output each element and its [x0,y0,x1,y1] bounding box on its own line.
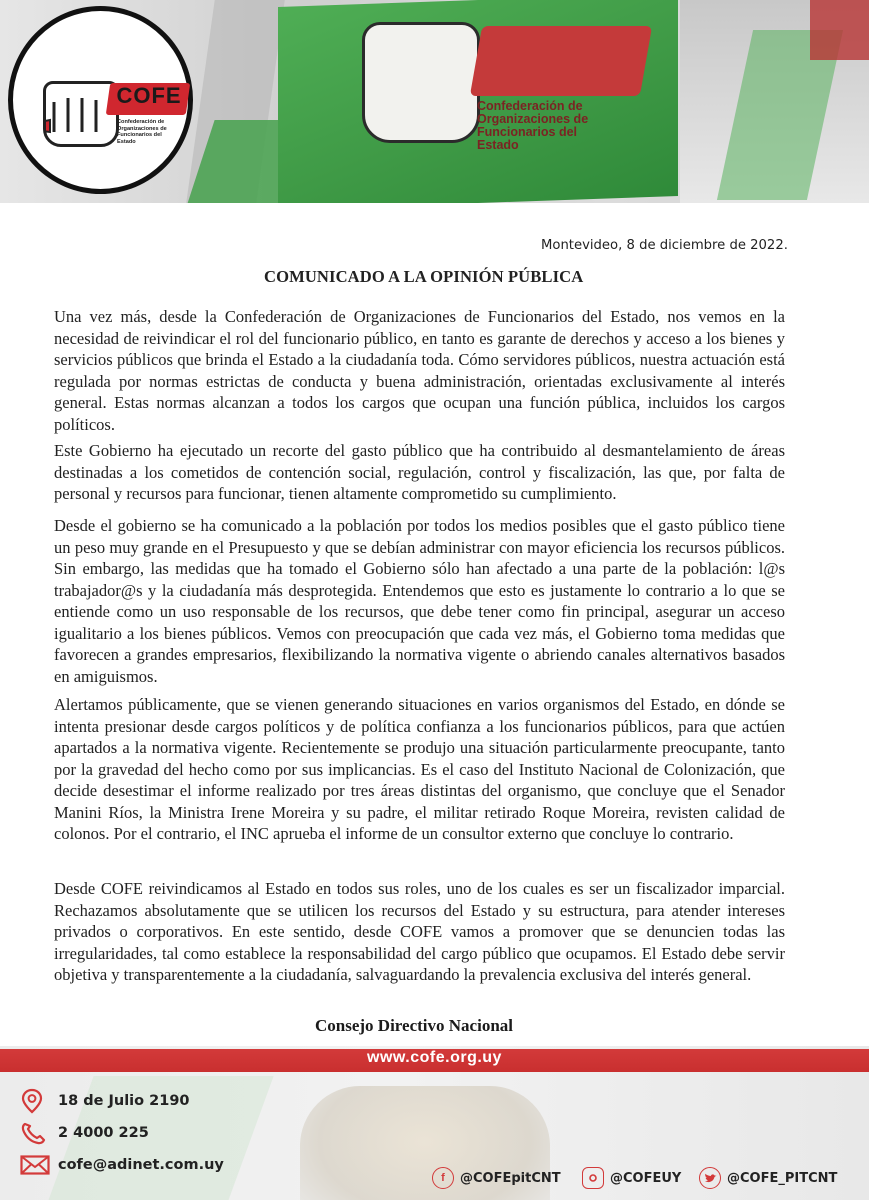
document-title: COMUNICADO A LA OPINIÓN PÚBLICA [264,267,584,286]
instagram-icon [582,1167,604,1189]
flag-text: Confederación de Organizaciones de Funcionarios del Estado [477,99,589,152]
location-pin-icon [20,1089,52,1113]
signature: Consejo Directivo Nacional [315,1016,513,1035]
envelope-icon [20,1153,52,1177]
facebook-icon: f [432,1167,454,1189]
address-text: 18 de Julio 2190 [58,1093,190,1109]
paragraph: Este Gobierno ha ejecutado un recorte del gasto público que ha contribuido al desmantelamiento de áreas destinadas a los cometidos de contención social, regulación, control y fiscalización, las que, por falta de personal y recursos para funcionar, tienen altamente comprometido su cumplimiento. [54,441,785,503]
background-flag [810,0,869,60]
twitter-link[interactable] [699,1167,837,1189]
twitter-handle: @COFE_PITCNT [727,1170,838,1186]
website-link[interactable]: www.cofe.org.uy [367,1049,502,1066]
pencil-fist-icon [46,84,116,144]
phone-row [20,1121,149,1145]
logo-subtitle: Confederación de Organizaciones de Funcionarios del Estado [117,119,167,145]
paragraph: Desde el gobierno se ha comunicado a la población por todos los medios posibles que el gasto público tiene un peso muy grande en el Presupuesto y que se debían administrar con mayor eficiencia los recursos públicos. Sin embargo, las medidas que ha tomado el Gobierno sólo han afectado a una parte de la población: l@s trabajador@s y la ciudadanía más desprotegida. Entendemos que esto es justamente lo contrario a lo que se entiende como un uso responsable de los recursos, que debe tener como fin principal, asegurar un acceso igualitario a los bienes públicos. Vemos con preocupación que cada vez más, el Gobierno toma medidas que favorecen a grandes empresarios, flexibilizando la normativa vigente o abriendo canales alternativos basados en amiguismos. [54,516,785,686]
facebook-link[interactable] [432,1167,561,1189]
paragraph: Una vez más, desde la Confederación de Organizaciones de Funcionarios del Estado, nos vemos en la necesidad de reivindicar el rol del funcionario público, en tanto es garante de derechos y acceso a los bienes y servicios públicos que brinda el Estado a la ciudadanía toda. Cómo servidores públicos, nuestra actuación está regulada por normas estrictas de conducta y buena administración, orientadas exclusivamente al interés general. Estas normas alcanzan a todos los cargos que ocupan una función pública, incluidos los cargos políticos. [54,307,785,434]
phone-icon [20,1121,52,1145]
cofe-logo [8,6,193,194]
twitter-icon [699,1167,721,1189]
email-link[interactable]: cofe@adinet.com.uy [58,1157,224,1173]
instagram-link[interactable] [582,1167,681,1189]
instagram-handle: @COFEUY [610,1170,682,1186]
paragraph: Alertamos públicamente, que se vienen generando situaciones en varios organismos del Estado, en dónde se intenta presionar desde cargos políticos y de política confianza a los funcionarios públicos, para que actúen apartados a la normativa vigente. Recientemente se produjo una situación particularmente preocupante, tanto por la gravedad del hecho como por sus implicancias. Es el caso del Instituto Nacional de Colonización, que decide desestimar el informe realizado por tres áreas distintas del organismo, que concluye que el Senador Manini Ríos, la Ministra Irene Moreira y su padre, el militar retirado Roque Moreira, revisten calidad de colonos. Por el contrario, el INC aprueba el informe de un consultor externo que concluye lo contrario. [54,695,785,843]
flag-logo [470,26,652,96]
facebook-handle: @COFEpitCNT [460,1170,561,1186]
logo-text: COFE [116,83,182,108]
paragraph: Desde COFE reivindicamos al Estado en todos sus roles, uno de los cuales es ser un fiscalizador imparcial. Rechazamos absolutamente que se utilicen los recursos del Estado y su estructura, para atender intereses privados o corporativos. En este sentido, desde COFE vamos a promover que se denuncien todas las irregularidades, tal como establece la responsabilidad del cargo público que ocupamos. El Estado debe servir objetiva y transparentemente a la ciudadanía, salvaguardando la prevalencia exclusiva del interés general. [54,879,785,984]
fist-emblem [362,22,480,143]
footer [0,1046,869,1200]
document-date: Montevideo, 8 de diciembre de 2022. [541,238,788,253]
phone-text: 2 4000 225 [58,1125,149,1141]
email-row [20,1153,224,1177]
header-banner [0,0,869,203]
address-row [20,1089,190,1113]
